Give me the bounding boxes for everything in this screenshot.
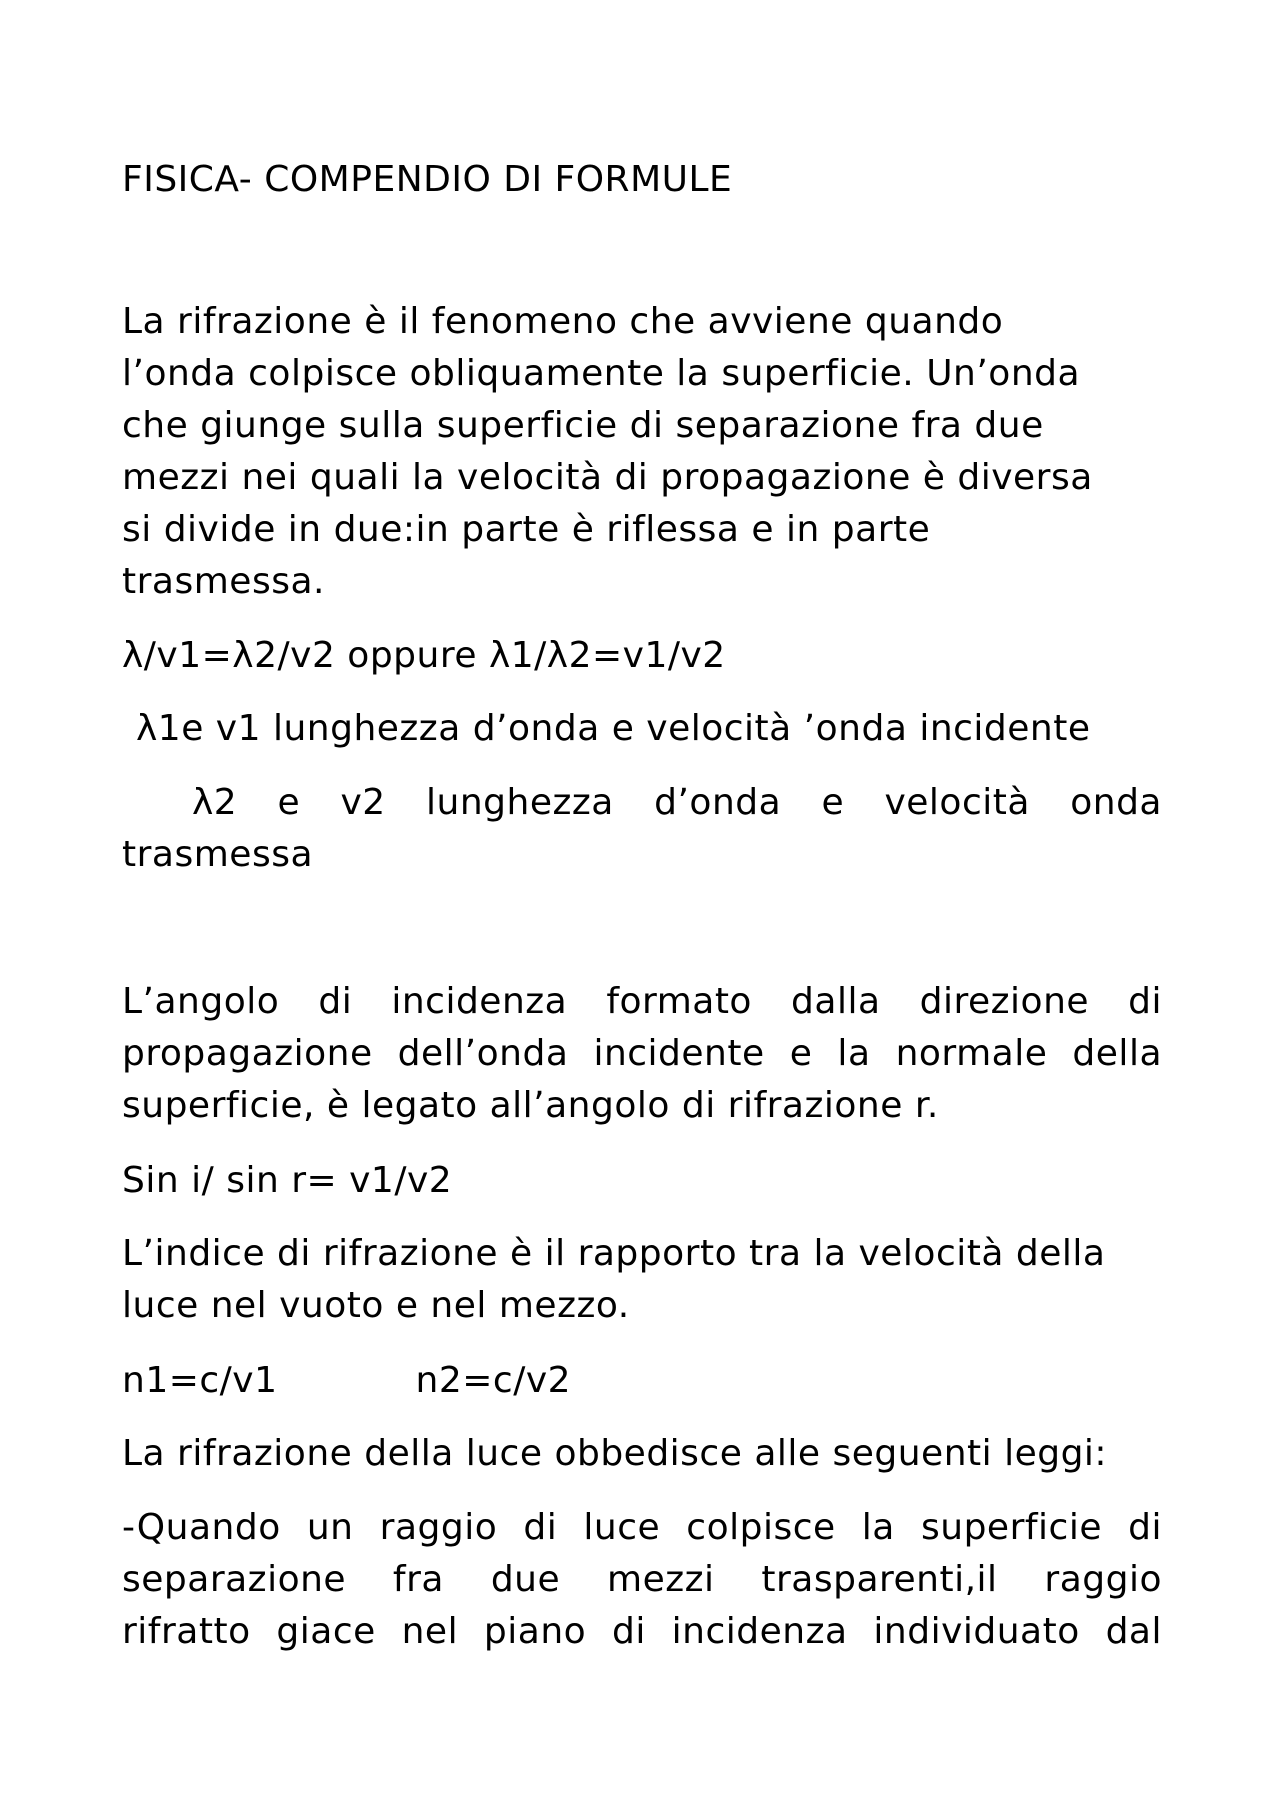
text-line: superficie, è legato all’angolo di rifrazione r. [122, 1085, 939, 1126]
document-title: FISICA- COMPENDIO DI FORMULE [122, 159, 733, 200]
text-line: mezzi nei quali la velocità di propagazione è diversa [122, 457, 1093, 498]
formula-text: Sin i/ sin r= v1/v2 [122, 1160, 453, 1201]
text-line: rifratto giace nel piano di incidenza individuato dal [122, 1611, 1162, 1652]
paragraph-refractive-index [122, 1228, 1162, 1332]
formula-snell-law [122, 1155, 1162, 1207]
text-line: La rifrazione è il fenomeno che avviene quando [122, 301, 1004, 342]
formula-refractive-indices [122, 1355, 1162, 1407]
text-line: -Quando un raggio di luce colpisce la superficie di [122, 1507, 1162, 1548]
text-line: luce nel vuoto e nel mezzo. [122, 1285, 630, 1326]
definition-text: λ1e v1 lunghezza d’onda e velocità ’onda incidente [136, 708, 1091, 749]
text-line: La rifrazione della luce obbedisce alle seguenti leggi: [122, 1433, 1108, 1474]
paragraph-refraction-intro [122, 296, 1162, 608]
paragraph-first-law [122, 1502, 1162, 1658]
text-line: L’indice di rifrazione è il rapporto tra la velocità della [122, 1233, 1106, 1274]
text-line: propagazione dell’onda incidente e la normale della [122, 1033, 1162, 1074]
text-line: trasmessa. [122, 561, 325, 602]
text-line: λ2 e v2 lunghezza d’onda e velocità onda [192, 782, 1162, 823]
text-line: che giunge sulla superficie di separazione fra due [122, 405, 1044, 446]
definition-transmitted-wave [122, 777, 1162, 881]
formula-text: λ/v1=λ2/v2 oppure λ1/λ2=v1/v2 [122, 635, 726, 676]
paragraph-incidence-angle [122, 976, 1162, 1132]
formula-n2: n2=c/v2 [415, 1360, 572, 1401]
formula-n1: n1=c/v1 [122, 1360, 278, 1401]
text-line: l’onda colpisce obliquamente la superficie. Un’onda [122, 353, 1081, 394]
formula-wavelength-velocity [122, 630, 1162, 682]
text-line: trasmessa [122, 834, 314, 875]
text-line: separazione fra due mezzi trasparenti,il raggio [122, 1559, 1162, 1600]
paragraph-refraction-laws [122, 1428, 1162, 1480]
text-line: L’angolo di incidenza formato dalla direzione di [122, 981, 1162, 1022]
definition-incident-wave [122, 703, 1162, 755]
text-line: si divide in due:in parte è riflessa e in parte [122, 509, 931, 550]
